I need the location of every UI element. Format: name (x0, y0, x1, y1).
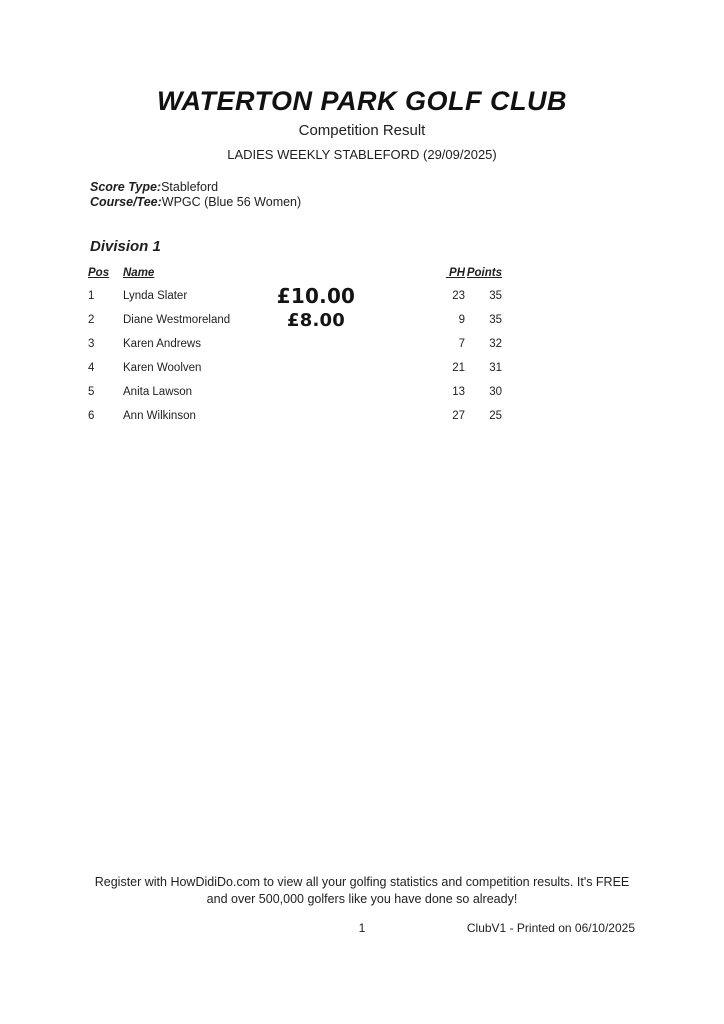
cell-points: 32 (489, 338, 502, 350)
printed-info: ClubV1 - Printed on 06/10/2025 (466, 921, 635, 935)
cell-points: 35 (489, 290, 502, 302)
cell-pos: 2 (88, 314, 95, 326)
table-header-row (88, 262, 502, 284)
cell-name: Karen Andrews (123, 338, 201, 350)
cell-name: Ann Wilkinson (123, 410, 196, 422)
table-row (88, 332, 502, 356)
cell-name: Lynda Slater (123, 290, 188, 302)
cell-ph: 27 (452, 410, 465, 422)
cell-prize (255, 380, 377, 404)
table-row (88, 356, 502, 380)
cell-points: 25 (489, 410, 502, 422)
table-row (88, 284, 502, 308)
prize-amount: £10.00 (276, 284, 356, 308)
score-type-value: Stableford (161, 180, 219, 194)
register-promo-text (0, 874, 724, 907)
cell-points: 31 (489, 362, 502, 374)
cell-pos: 4 (88, 362, 95, 374)
cell-prize (255, 356, 377, 380)
cell-pos: 6 (88, 410, 95, 422)
cell-prize (255, 308, 377, 332)
cell-pos: 1 (88, 290, 95, 302)
cell-points: 30 (489, 386, 502, 398)
table-row (88, 404, 502, 428)
register-promo-line2: and over 500,000 golfers like you have done so already! (206, 891, 518, 906)
course-tee-label: Course/Tee: (90, 195, 162, 209)
results-table (88, 262, 502, 428)
page-number: 1 (358, 921, 366, 935)
page-title: WATERTON PARK GOLF CLUB (157, 86, 567, 116)
cell-prize (255, 284, 377, 308)
document-subtitle: Competition Result (298, 122, 426, 139)
column-header-ph: PH (445, 267, 465, 279)
cell-pos: 3 (88, 338, 95, 350)
table-row (88, 380, 502, 404)
competition-meta (90, 180, 301, 210)
register-promo-line1: Register with HowDidiDo.com to view all your golfing statistics and competition results. It's FREE (94, 875, 630, 889)
prize-amount: £8.00 (287, 309, 345, 331)
cell-name: Anita Lawson (123, 386, 193, 398)
results-table-container (88, 262, 502, 428)
score-type-label: Score Type: (90, 180, 162, 194)
column-header-pos: Pos (88, 267, 110, 279)
table-row (88, 308, 502, 332)
competition-name: LADIES WEEKLY STABLEFORD (29/09/2025) (227, 147, 497, 162)
cell-points: 35 (489, 314, 502, 326)
cell-prize (255, 332, 377, 356)
course-tee-value: WPGC (Blue 56 Women) (161, 195, 302, 209)
page-footer (0, 921, 724, 937)
course-tee-row (90, 195, 301, 210)
cell-ph: 21 (452, 362, 465, 374)
cell-name: Karen Woolven (123, 362, 202, 374)
column-header-name: Name (123, 267, 155, 279)
cell-pos: 5 (88, 386, 95, 398)
cell-name: Diane Westmoreland (123, 314, 231, 326)
cell-ph: 23 (452, 290, 465, 302)
cell-prize (255, 404, 377, 428)
column-header-prize (255, 262, 377, 284)
cell-ph: 9 (458, 314, 465, 326)
cell-ph: 13 (452, 386, 465, 398)
division-heading: Division 1 (90, 238, 161, 255)
cell-ph: 7 (458, 338, 465, 350)
score-type-row (90, 180, 301, 195)
column-header-points: Points (466, 267, 502, 279)
